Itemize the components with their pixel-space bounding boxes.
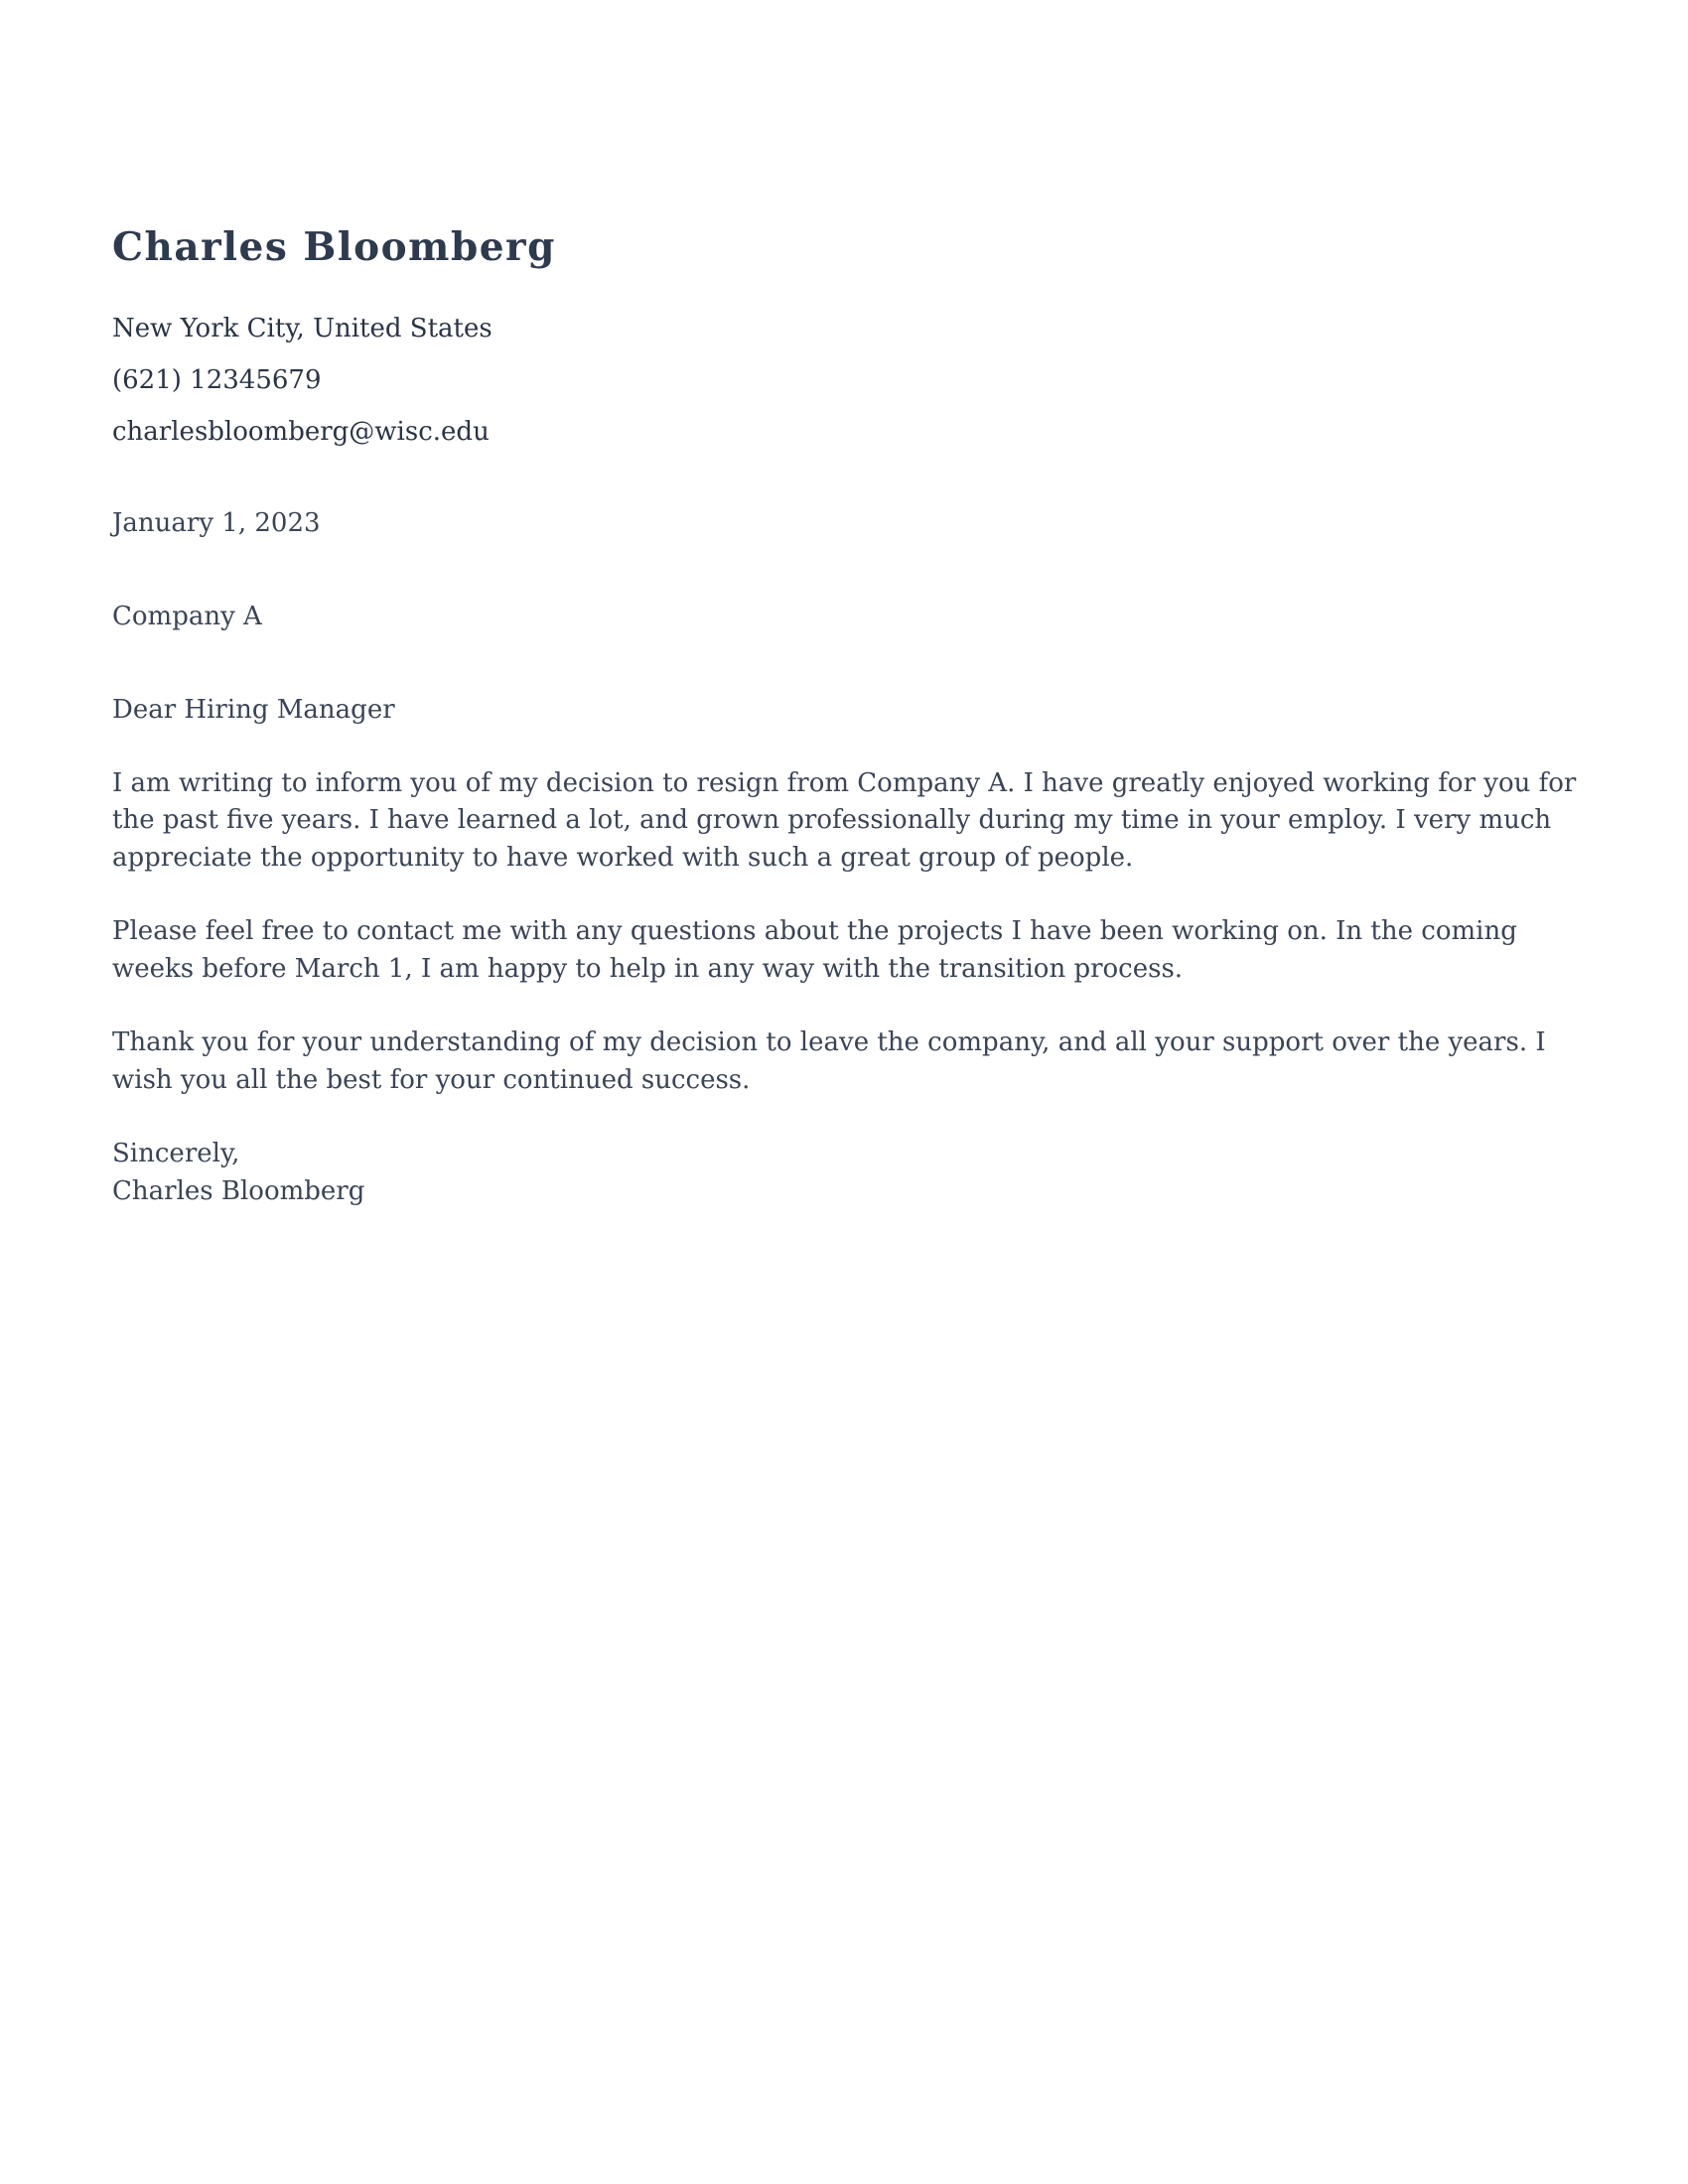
sender-phone: (621) 12345679 [112,364,322,395]
signature: Charles Bloomberg [112,1175,365,1206]
sender-contact-block [112,303,1577,458]
letter-date: January 1, 2023 [112,507,321,538]
resignation-letter [112,224,1577,1210]
body-paragraph-3: Thank you for your understanding of my decision to leave the company, and all your support over the years. I wish you all the best for your continued success. [112,1027,1546,1095]
letter-body [112,765,1577,1100]
salutation: Dear Hiring Manager [112,694,395,725]
valediction: Sincerely, [112,1139,240,1169]
sender-location: New York City, United States [112,313,492,343]
sender-email: charlesbloomberg@wisc.edu [112,416,490,447]
body-paragraph-1: I am writing to inform you of my decision to resign from Company A. I have greatly enjoyed working for you for the past five years. I have learned a lot, and grown professionally during my time in your employ. I very much appreciate the opportunity to have worked with such a great group of people. [112,767,1577,873]
letter-closing [112,1136,1577,1210]
recipient-company: Company A [112,601,262,631]
body-paragraph-2: Please feel free to contact me with any questions about the projects I have been working on. In the coming weeks before March 1, I am happy to help in any way with the transition process. [112,916,1517,984]
sender-name: Charles Bloomberg [112,224,556,270]
